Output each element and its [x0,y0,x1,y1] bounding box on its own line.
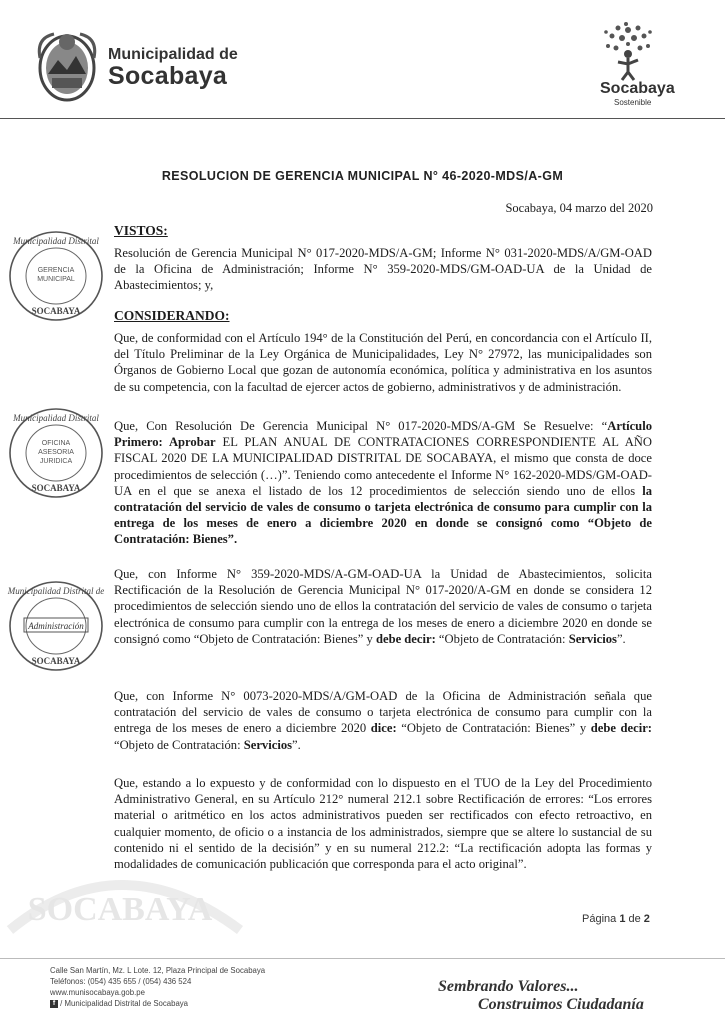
footer-address: Calle San Martín, Mz. L Lote. 12, Plaza Principal de Socabaya [50,966,266,975]
p4-part-c: “Objeto de Contratación: Bienes” y [396,721,591,736]
stamp1-arc-text: Municipalidad Distrital [13,236,99,246]
p3-part-a: Que, con Informe N° 359-2020-MDS/A-GM-OAD-UA la Unidad de Abastecimientos, solicita Rectificación de la Resolución de Gerencia Municipal N° 017-2020/A-GM en donde se considera 12 procedimientos de selección siendo uno de ellos la contratación del servicio de vales de consumo o tarjeta electrónica de consumo para cumplir con la entrega de los meses de enero a diciembre 2020 en donde se consignó como “Objeto de Contratación: Bienes” y [114,567,652,646]
paragraph-1-text: Que, de conformidad con el Artículo 194° de la Constitución del Perú, en concordancia con el Artículo II, del Título Preliminar de la Ley Orgánica de Municipalidades, Ley N° 27972, las municipalidades son Órganos de Gobierno Local que gozan de autonomía económica, política y administrativa en los asuntos de su competencia, con la facultad de ejercer actos de gobierno, administrativos y de administración. [114,331,652,394]
page-prefix: Página [582,913,620,925]
considerando-heading: CONSIDERANDO: [114,308,230,323]
page-total: 2 [643,913,650,925]
considerando-paragraph-2 [114,418,652,548]
stamp2-line2: ASESORIA [38,449,74,456]
municipality-name-line1: Municipalidad de [108,46,238,63]
p4-part-g: ”. [292,737,301,752]
p2-part-a: Que, Con Resolución De Gerencia Municipal N° 017-2020-MDS/A-GM Se Resuelve: “ [114,419,608,433]
stamp2-line1: OFICINA [41,440,71,447]
p2-part-c: EL PLAN ANUAL DE CONTRATACIONES CORRESPONDIENTE AL AÑO FISCAL 2020 DE LA MUNICIPALIDAD DISTRITAL DE SOCABAYA, el mismo que consta de doce procedimientos de selección (…)”. Teniendo como antecedente el Informe N° 162-2020-MDS/GM-OAD-UA en el que se anexa el listado de los 12 procedimientos de selección siendo uno de ellos [114,435,652,498]
p2-bold-contratacion: la contratación del servicio de vales de consumo o tarjeta electrónica de consumo para cumplir con la entrega de los meses de enero a diciembre 2020 en donde se consignó como “Objeto de Contratación: Bienes”. [114,483,652,547]
stamp3-arc-text: Municipalidad Distrital de [7,586,105,596]
paragraph-5-text: Que, estando a lo expuesto y de conformidad con lo dispuesto en el TUO de la Ley del Procedimiento Administrativo General, en su Artículo 212° numeral 212.1 sobre Rectificación de errores: “Los errores material o aritmético en los actos administrativos pueden ser rectificados con efecto retroactivo, en cualquier momento, de oficio o a instancia de los administrados, siempre que se altere lo sustancial de su contenido ni el sentido de la decisión” y en su numeral 212.2: “La rectificación adopta las formas y modalidades de comunicación publicación que corresponda para el acto original”. [114,776,652,872]
administracion-stamp [6,578,106,674]
considerando-paragraph-5 [114,775,652,872]
p4-bold-servicios: Servicios [243,737,293,752]
footer-facebook: / Municipalidad Distrital de Socabaya [58,999,189,1008]
p3-bold-debe-decir: debe decir: [375,631,436,646]
header-divider [0,118,725,119]
footer-phones: Teléfonos: (054) 435 655 / (054) 436 524 [50,977,192,986]
considerando-paragraph-3 [114,566,652,647]
facebook-icon: f [50,1000,58,1008]
document-date: Socabaya, 04 marzo del 2020 [505,201,653,215]
tree-figure-logo [588,20,668,82]
page-mid: de [625,913,644,925]
p4-bold-debe-decir: debe decir: [590,721,653,736]
footer-facebook-line [50,998,265,1009]
stamp1-line1: GERENCIA [37,267,75,274]
page-number [582,913,650,925]
vistos-heading: VISTOS: [114,223,168,238]
p3-part-e: ”. [616,631,626,646]
municipality-name-line2: Socabaya [108,62,228,90]
footer-divider [0,958,725,959]
gerencia-municipal-stamp [6,228,106,324]
stamp1-line2: MUNICIPAL [37,276,75,283]
footer-website: www.munisocabaya.gob.pe [50,988,145,997]
slogan-line1: Sembrando Valores... [438,978,579,995]
slogan-line2: Construimos Ciudadanía [478,996,644,1013]
page-current: 1 [619,913,626,925]
p2-bold-articulo: Artículo Primero: Aprobar [114,419,652,450]
brand-sostenible: Sostenible [614,98,652,107]
stamp2-line3: JURIDICA [39,458,73,465]
p4-bold-dice: dice: [370,721,397,736]
p3-bold-servicios: Servicios [568,631,617,646]
p4-part-a: Que, con Informe N° 0073-2020-MDS/A/GM-OAD de la Oficina de Administración señala que contratación del servicio de vales de consumo o tarjeta electrónica de consumo para cumplir con la entrega de los meses de enero a diciembre 2020 [114,689,652,736]
p4-part-e: “Objeto de Contratación: [114,737,244,752]
watermark-text: SOCABAYA [27,891,213,928]
municipal-shield-logo [34,28,100,104]
stamp1-bottom: SOCABAYA [31,306,81,316]
p3-part-c: “Objeto de Contratación: [435,631,569,646]
resolution-title: RESOLUCION DE GERENCIA MUNICIPAL N° 46-2020-MDS/A-GM [161,169,564,183]
considerando-paragraph-4 [114,688,652,753]
asesoria-juridica-stamp [6,405,106,501]
considerando-paragraph-1 [114,330,652,395]
stamp3-center: Administración [28,621,84,631]
vistos-paragraph [114,245,652,294]
footer-contact [50,965,265,1009]
stamp3-bottom: SOCABAYA [31,656,81,666]
stamp2-arc-text: Municipalidad Distrital [13,413,99,423]
brand-socabaya: Socabaya [600,80,675,97]
stamp2-bottom: SOCABAYA [31,483,81,493]
vistos-text: Resolución de Gerencia Municipal N° 017-2020-MDS/A-GM; Informe N° 031-2020-MDS/A/GM-OAD de la Oficina de Administración; Informe N° 359-2020-MDS/GM-OAD-UA de la Unidad de Abastecimientos; y, [114,246,652,293]
